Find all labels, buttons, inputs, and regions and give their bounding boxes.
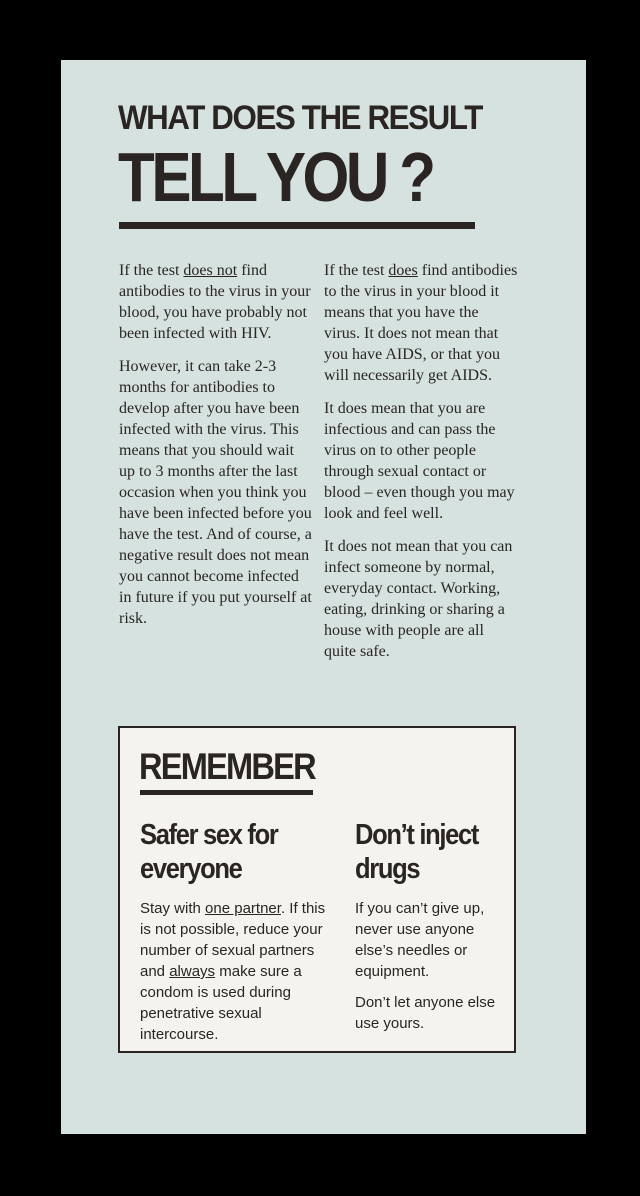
safer-sex-text [140,898,336,1045]
drugs-heading-line2: drugs [355,853,420,885]
right-p1-emphasis: does [388,262,418,279]
left-paragraph-1 [119,260,313,344]
drugs-text-1: If you can’t give up, never use anyone else’s needles or equipment. [355,900,485,980]
safer-sex-text-start: Stay with [140,900,206,917]
leaflet-page [61,60,586,1134]
left-paragraph-2: However, it can take 2-3 months for antibodies to develop after you have been infected with the virus. This means that you should wait up to 3 months after the last occasion when you think you have been infected before you have the test. And of course, a negative result does not mean you cannot become infected in future if you put yourself at risk. [119,358,312,627]
remember-box [118,726,516,1053]
left-p1-text-end: find antibodies to the virus in your blood, you have probably not been infected with HIV. [119,262,311,342]
safer-sex-heading-line1: Safer sex for [140,819,278,851]
safer-sex-emphasis-always: always [169,963,216,980]
headline-line1: WHAT DOES THE RESULT [118,99,482,137]
right-paragraph-3: It does not mean that you can infect someone by normal, everyday contact. Working, eating, drinking or sharing a house with people are all quite safe. [324,538,513,660]
drugs-tip [355,818,515,1044]
remember-title: REMEMBER [139,746,315,787]
headline-line2: TELL YOU ? [118,138,433,216]
right-paragraph-1 [324,260,518,386]
left-p1-text-start: If the test [119,262,184,279]
remember-underline [140,790,313,795]
right-p1-text-start: If the test [324,262,389,279]
safer-sex-heading-line2: everyone [140,853,242,885]
safer-sex-heading [140,818,312,886]
safer-sex-text-middle: . If this is not possible, reduce your number of sexual partners and [140,900,326,980]
drugs-text-2: Don’t let anyone else use yours. [355,994,496,1032]
headline-underline [119,222,475,229]
safer-sex-text-end: make sure a condom is used during penetrative sexual intercourse. [140,963,302,1043]
left-p1-emphasis: does not [183,262,238,279]
drugs-heading [355,818,496,886]
right-paragraph-2: It does mean that you are infectious and can pass the virus on to other people through sexual contact or blood – even though you may look and feel well. [324,400,515,522]
safer-sex-tip [140,818,336,1055]
drugs-heading-line1: Don’t inject [355,819,479,851]
left-column [119,260,313,641]
right-p1-text-end: find antibodies to the virus in your blood it means that you have the virus. It does not mean that you have AIDS, or that you will necessarily get AIDS. [324,262,518,384]
right-column [324,260,518,674]
safer-sex-emphasis-partner: one partner [205,900,281,917]
